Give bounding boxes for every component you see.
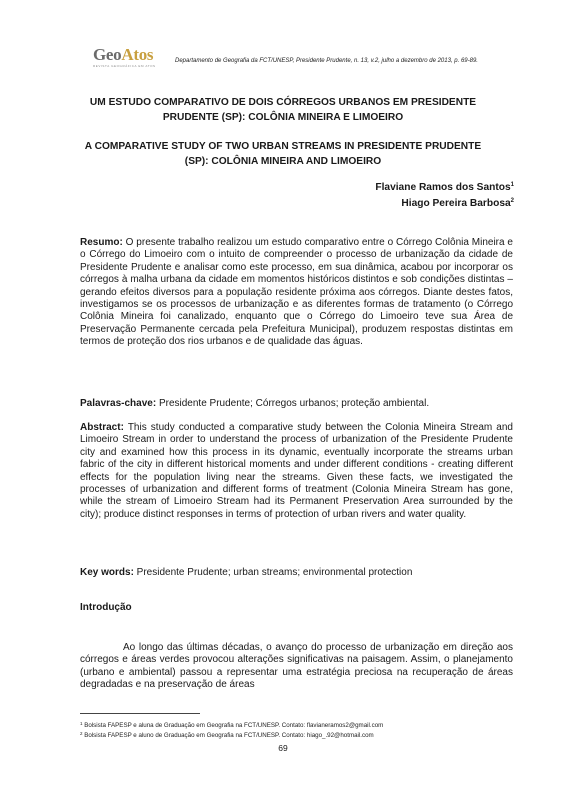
- author-2-name: Hiago Pereira Barbosa: [401, 198, 511, 209]
- author-1-name: Flaviane Ramos dos Santos: [375, 182, 511, 193]
- footnote-1: [80, 721, 383, 729]
- resumo-label: Resumo:: [80, 237, 123, 248]
- footnote-rule: [80, 713, 200, 714]
- journal-logo: [93, 45, 153, 65]
- key-words-label: Key words:: [80, 567, 134, 578]
- resumo-paragraph: [80, 237, 513, 349]
- author-1-mark: 1: [510, 182, 514, 188]
- author-2-mark: 2: [510, 198, 514, 204]
- footnote-1-mark: 1: [80, 721, 83, 726]
- footnote-2-mark: 2: [80, 731, 83, 736]
- palavras-chave-paragraph: [80, 398, 513, 410]
- running-head: Departamento de Geografia da FCT/UNESP, Presidente Prudente, n. 13, v.2, julho a dezembro de 2013, p. 69-89.: [175, 58, 478, 64]
- palavras-chave-label: Palavras-chave:: [80, 398, 157, 409]
- logo-geo: Geo: [93, 45, 122, 64]
- palavras-chave-text: Presidente Prudente; Córregos urbanos; proteção ambiental.: [156, 398, 430, 409]
- abstract-text: This study conducted a comparative study between the Colonia Mineira Stream and Limoeiro Stream in order to understand the process of urbanization of the Presidente Prudente city and examined how this process in its dynamic, eventually incorporate the streams urban fabric of the city in different historical moments and under different conditions - creating different effects for the population living near the streams. Given these facts, we investigated the processes of urbanization and different forms of treatment (Colonia Mineira Stream has gone, while the stream of Limoeiro Stream had its Permanent Preservation Area surrounded by the city); produce distinct responses in terms of protection of urban rivers and water quality.: [80, 422, 513, 520]
- footnote-1-text: Bolsista FAPESP e aluna de Graduação em Geografia na FCT/UNESP. Contato: flavianeramos2@gmail.com: [82, 722, 384, 729]
- footnote-2: [80, 731, 374, 739]
- resumo-text: O presente trabalho realizou um estudo comparativo entre o Córrego Colônia Mineira e o Córrego do Limoeiro com o intuito de compreender o processo de urbanização da cidade de Presidente Prudente e analisar como este processo, em sua dinâmica, acabou por incorporar os córregos à malha urbana da cidade em momentos históricos distintos e sob condições distintas – gerando efeitos diversos para a população residente próxima aos córregos. Diante destes fatos, investigamos se os processos de urbanização e as diferentes formas de tratamento (o Córrego Colônia Mineira foi canalizado, enquanto que o Córrego do Limoeiro teve sua Área de Preservação Permanente cercada pela Prefeitura Municipal), produzem respostas distintas em termos de proteção dos rios urbanos e de qualidade das águas.: [80, 237, 513, 348]
- key-words-text: Presidente Prudente; urban streams; environmental protection: [133, 567, 413, 578]
- section-heading-introducao: Introdução: [80, 602, 132, 613]
- author-2: [401, 198, 514, 209]
- logo-subtitle: REVISTA GEOGRÁFICA EM ATOS: [93, 64, 156, 68]
- key-words-paragraph: [80, 567, 513, 579]
- title-english: A COMPARATIVE STUDY OF TWO URBAN STREAMS IN PRESIDENTE PRUDENTE (SP): COLÔNIA MINEIRA AND LIMOEIRO: [84, 141, 482, 167]
- logo-atos: Atos: [121, 45, 154, 64]
- author-1: [375, 182, 514, 193]
- title-portuguese: UM ESTUDO COMPARATIVO DE DOIS CÓRREGOS URBANOS EM PRESIDENTE PRUDENTE (SP): COLÔNIA MINEIRA E LIMOEIRO: [89, 97, 477, 123]
- abstract-paragraph: [80, 422, 513, 521]
- footnote-2-text: Bolsista FAPESP e aluno de Graduação em Geografia na FCT/UNESP. Contato: hiago_.92@hotmail.com: [82, 732, 374, 739]
- abstract-label: Abstract:: [80, 422, 124, 433]
- page-number: 69: [278, 743, 288, 753]
- intro-paragraph: Ao longo das últimas décadas, o avanço do processo de urbanização em direção aos córregos e áreas verdes provocou alterações significativas na paisagem. Assim, o planejamento (urbano e ambiental) passou a representar uma estratégia preciosa na recuperação de áreas degradadas e na preservação de áreas: [80, 642, 513, 691]
